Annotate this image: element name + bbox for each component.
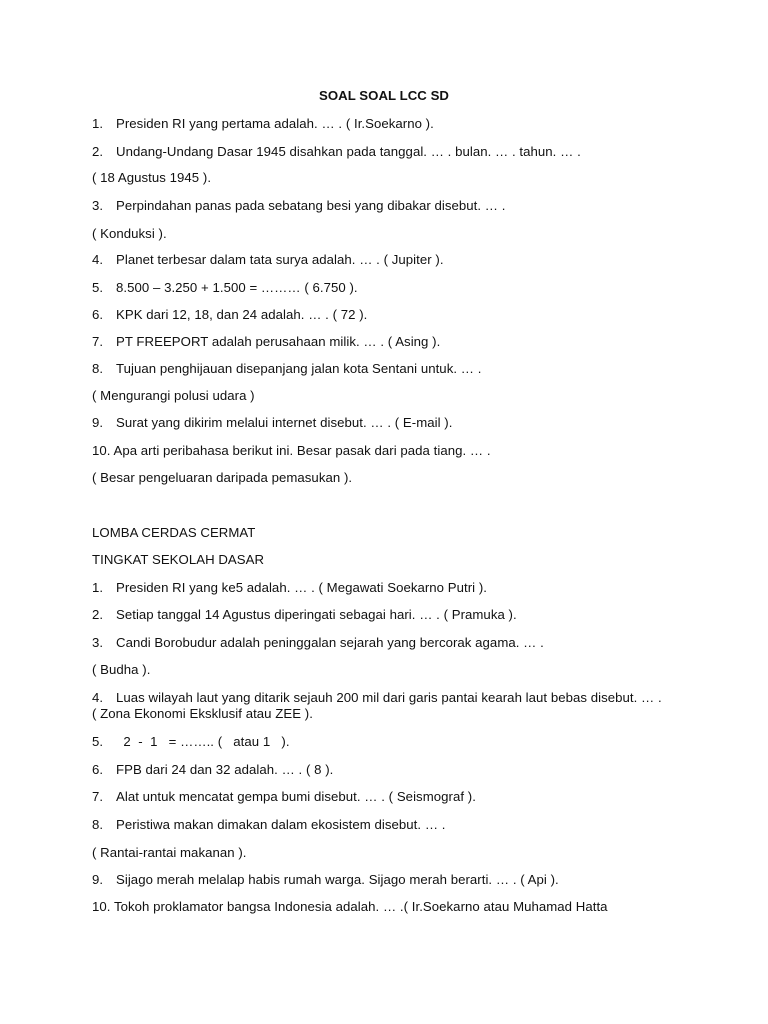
question-number: 4.: [92, 690, 104, 705]
question-5: [92, 734, 290, 750]
question-number: 5.: [92, 734, 104, 749]
answer-4: ( Zona Ekonomi Eksklusif atau ZEE ).: [92, 706, 313, 721]
question-7: [92, 789, 476, 805]
question-number: 3.: [92, 198, 104, 213]
question-number: 8.: [92, 817, 104, 832]
answer-8: ( Rantai-rantai makanan ).: [92, 845, 247, 860]
question-text: Planet terbesar dalam tata surya adalah. … . ( Jupiter ).: [116, 252, 444, 267]
question-number: 3.: [92, 635, 104, 650]
question-text: KPK dari 12, 18, dan 24 adalah. … . ( 72 ).: [116, 307, 368, 322]
question-10: 10. Tokoh proklamator bangsa Indonesia adalah. … .( Ir.Soekarno atau Muhamad Hatta: [92, 899, 608, 914]
question-text: Luas wilayah laut yang ditarik sejauh 200 mil dari garis pantai kearah laut bebas disebut. … .: [116, 690, 662, 705]
question-text: Setiap tanggal 14 Agustus diperingati sebagai hari. … . ( Pramuka ).: [116, 607, 517, 622]
question-text: Perpindahan panas pada sebatang besi yang dibakar disebut. … .: [116, 198, 506, 213]
question-number: 4.: [92, 252, 104, 267]
question-4: [92, 252, 444, 268]
answer-8: ( Mengurangi polusi udara ): [92, 388, 255, 403]
question-text: Undang-Undang Dasar 1945 disahkan pada tanggal. … . bulan. … . tahun. … .: [116, 144, 581, 159]
question-number: 9.: [92, 415, 104, 430]
question-text: Candi Borobudur adalah peninggalan sejarah yang bercorak agama. … .: [116, 635, 544, 650]
question-8: [92, 361, 481, 377]
question-4: [92, 690, 662, 722]
question-text: Sijago merah melalap habis rumah warga. Sijago merah berarti. … . ( Api ).: [116, 872, 559, 887]
question-10: 10. Apa arti peribahasa berikut ini. Besar pasak dari pada tiang. … .: [92, 443, 491, 458]
question-1: [92, 116, 434, 132]
question-2: [92, 144, 581, 160]
question-number: 5.: [92, 280, 104, 295]
question-number: 6.: [92, 762, 104, 777]
question-text: Peristiwa makan dimakan dalam ekosistem disebut. … .: [116, 817, 446, 832]
question-text: PT FREEPORT adalah perusahaan milik. … . ( Asing ).: [116, 334, 441, 349]
section-subheading: TINGKAT SEKOLAH DASAR: [92, 552, 265, 567]
question-2: [92, 607, 517, 623]
question-number: 2.: [92, 607, 104, 622]
question-1: [92, 580, 487, 596]
question-text: 8.500 – 3.250 + 1.500 = ……… ( 6.750 ).: [116, 280, 358, 295]
question-text: Presiden RI yang ke5 adalah. … . ( Megawati Soekarno Putri ).: [116, 580, 488, 595]
question-number: 7.: [92, 789, 104, 804]
answer-3: ( Budha ).: [92, 662, 151, 677]
question-number: 1.: [92, 116, 104, 131]
question-text: Alat untuk mencatat gempa bumi disebut. … . ( Seismograf ).: [116, 789, 476, 804]
question-9: [92, 872, 559, 888]
question-text: Presiden RI yang pertama adalah. … . ( Ir.Soekarno ).: [116, 116, 434, 131]
question-3: [92, 635, 544, 651]
answer-3: ( Konduksi ).: [92, 226, 167, 241]
question-3: [92, 198, 505, 214]
question-text: Tujuan penghijauan disepanjang jalan kota Sentani untuk. … .: [116, 361, 482, 376]
answer-10: ( Besar pengeluaran daripada pemasukan ).: [92, 470, 353, 485]
question-7: [92, 334, 440, 350]
section-heading: LOMBA CERDAS CERMAT: [92, 525, 256, 540]
question-number: 7.: [92, 334, 104, 349]
document-title: SOAL SOAL LCC SD: [318, 88, 449, 103]
question-number: 6.: [92, 307, 104, 322]
question-6: [92, 762, 333, 778]
question-8: [92, 817, 446, 833]
question-text: 2 - 1 = …….. ( atau 1 ).: [116, 734, 290, 749]
question-5: [92, 280, 358, 296]
answer-2: ( 18 Agustus 1945 ).: [92, 170, 212, 185]
question-number: 1.: [92, 580, 104, 595]
question-6: [92, 307, 367, 323]
question-number: 9.: [92, 872, 104, 887]
question-9: [92, 415, 452, 431]
question-number: 8.: [92, 361, 104, 376]
question-text: FPB dari 24 dan 32 adalah. … . ( 8 ).: [116, 762, 334, 777]
question-text: Surat yang dikirim melalui internet disebut. … . ( E-mail ).: [116, 415, 453, 430]
question-number: 2.: [92, 144, 104, 159]
